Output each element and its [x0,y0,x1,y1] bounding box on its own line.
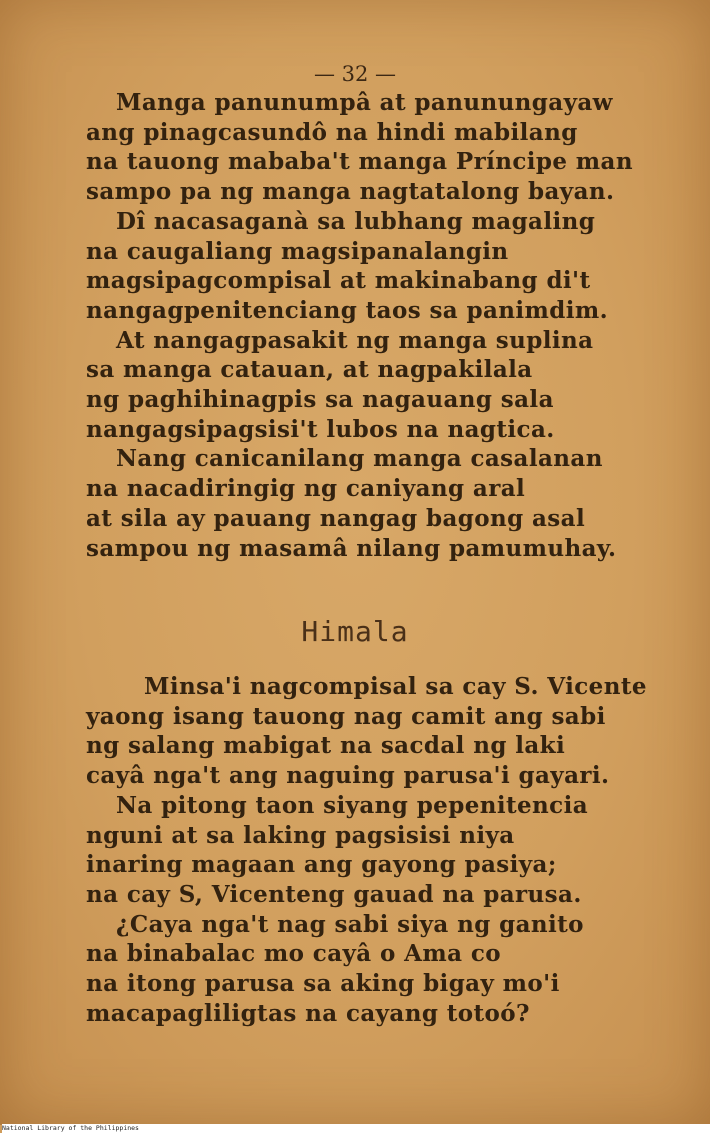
stanza [86,791,661,910]
verse-line: na itong parusa sa aking bigay mo'i [86,970,560,998]
stanza [86,207,661,326]
verse-line: sampo pa ng manga nagtatalong bayan. [86,178,615,206]
verse-line: ang pinagcasundô na hindi mabilang [86,118,578,146]
verse-line: At nangagpasakit ng manga suplina [116,326,594,354]
verse-line: na caugaliang magsipanalangin [86,237,509,265]
verse-line: yaong isang tauong nag camit ang sabi [86,702,606,730]
stanza [86,326,661,445]
verse-line: Minsa'i nagcompisal sa cay S. Vicente [144,673,647,700]
verse-line: nangagpenitenciang taos sa panimdim. [86,296,609,324]
verse-line: na tauong mababa't manga Príncipe man [86,148,633,176]
stanza [86,910,661,1029]
verse-line: Na pitong taon siyang pepenitencia [116,791,589,819]
page-number: — 32 — [313,62,397,86]
verse-line: Nang canicanilang manga casalanan [116,445,603,473]
verse-line: macapagliligtas na cayang totoó? [86,999,530,1027]
verse-line: inaring magaan ang gayong pasiya; [86,851,557,879]
verse-line: nangagsipagsisi't lubos na nagtica. [86,415,555,443]
verse-line: magsipagcompisal at makinabang di't [86,267,591,295]
verse-line: at sila ay pauang nangag bagong asal [86,504,586,532]
verse-line: na cay S, Vicenteng gauad na parusa. [86,880,582,908]
verse-line: Dî nacasaganà sa lubhang magaling [116,207,596,235]
footer-credit: National Library of the Philippines [2,1124,710,1133]
section-heading: Himala [301,615,409,648]
verse-line: sa manga catauan, at nagpakilala [86,356,533,384]
stanza [86,88,661,207]
verse-line: Manga panunumpâ at panunungayaw [116,89,613,116]
verse-line: cayâ nga't ang naguing parusa'i gayari. [86,762,610,790]
verse-line: nguni at sa laking pagsisisi niya [86,821,515,849]
verse-line: ¿Caya nga't nag sabi siya ng ganito [116,910,584,938]
poem-bottom [86,672,661,1028]
poem-top [86,88,661,563]
verse-line: na nacadiringig ng caniyang aral [86,475,526,503]
stanza [86,444,661,563]
verse-line: na binabalac mo cayâ o Ama co [86,940,501,968]
stanza [86,672,661,791]
verse-line: sampou ng masamâ nilang pamumuhay. [86,534,617,562]
verse-line: ng salang mabigat na sacdal ng laki [86,732,566,760]
verse-line: ng paghihinagpis sa nagauang sala [86,386,554,414]
